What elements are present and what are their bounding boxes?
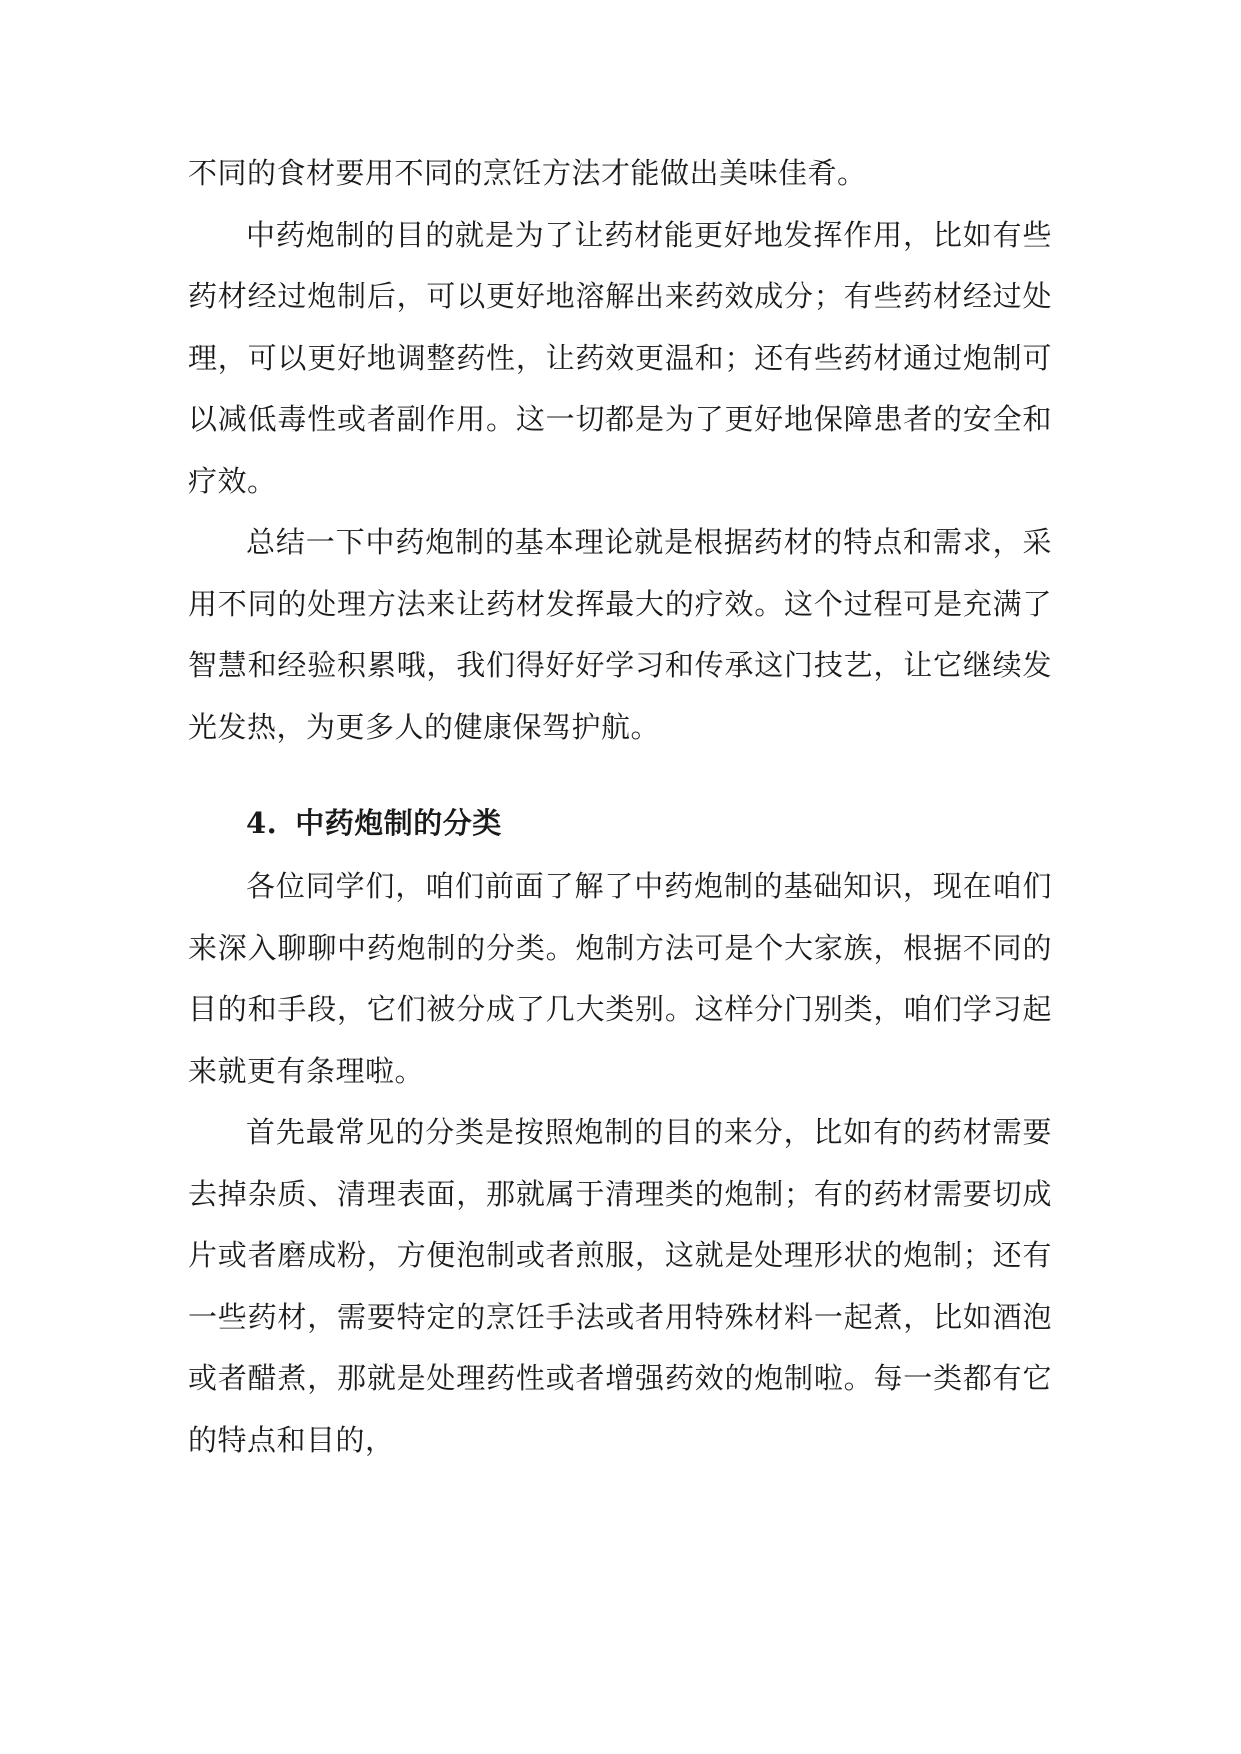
paragraph-continuation: 不同的食材要用不同的烹饪方法才能做出美味佳肴。 <box>188 156 867 190</box>
document-body <box>188 143 1052 1471</box>
paragraph-processing-purpose: 中药炮制的目的就是为了让药材能更好地发挥作用，比如有些药材经过炮制后，可以更好地溶解出来药效成分；有些药材经过处理，可以更好地调整药性，让药效更温和；还有些药材通过炮制可以减低毒性或者副作用。这一切都是为了更好地保障患者的安全和疗效。 <box>188 217 1052 498</box>
paragraph-theory-summary: 总结一下中药炮制的基本理论就是根据药材的特点和需求，采用不同的处理方法来让药材发挥最大的疗效。这个过程可是充满了智慧和经验积累哦，我们得好好学习和传承这门技艺，让它继续发光发热，为更多人的健康保驾护航。 <box>188 525 1052 744</box>
paragraph-classification-intro: 各位同学们，咱们前面了解了中药炮制的基础知识，现在咱们来深入聊聊中药炮制的分类。炮制方法可是个大家族，根据不同的目的和手段，它们被分成了几大类别。这样分门别类，咱们学习起来就更有条理啦。 <box>188 869 1052 1088</box>
section-heading <box>188 758 1052 856</box>
paragraph-classification-by-purpose: 首先最常见的分类是按照炮制的目的来分，比如有的药材需要去掉杂质、清理表面，那就属于清理类的炮制；有的药材需要切成片或者磨成粉，方便泡制或者煎服，这就是处理形状的炮制；还有一些药材，需要特定的烹饪手法或者用特殊材料一起煮，比如酒泡或者醋煮，那就是处理药性或者增强药效的炮制啦。每一类都有它的特点和目的， <box>188 1115 1052 1457</box>
section-title: 中药炮制的分类 <box>295 806 502 840</box>
section-number: 4. <box>246 806 278 840</box>
